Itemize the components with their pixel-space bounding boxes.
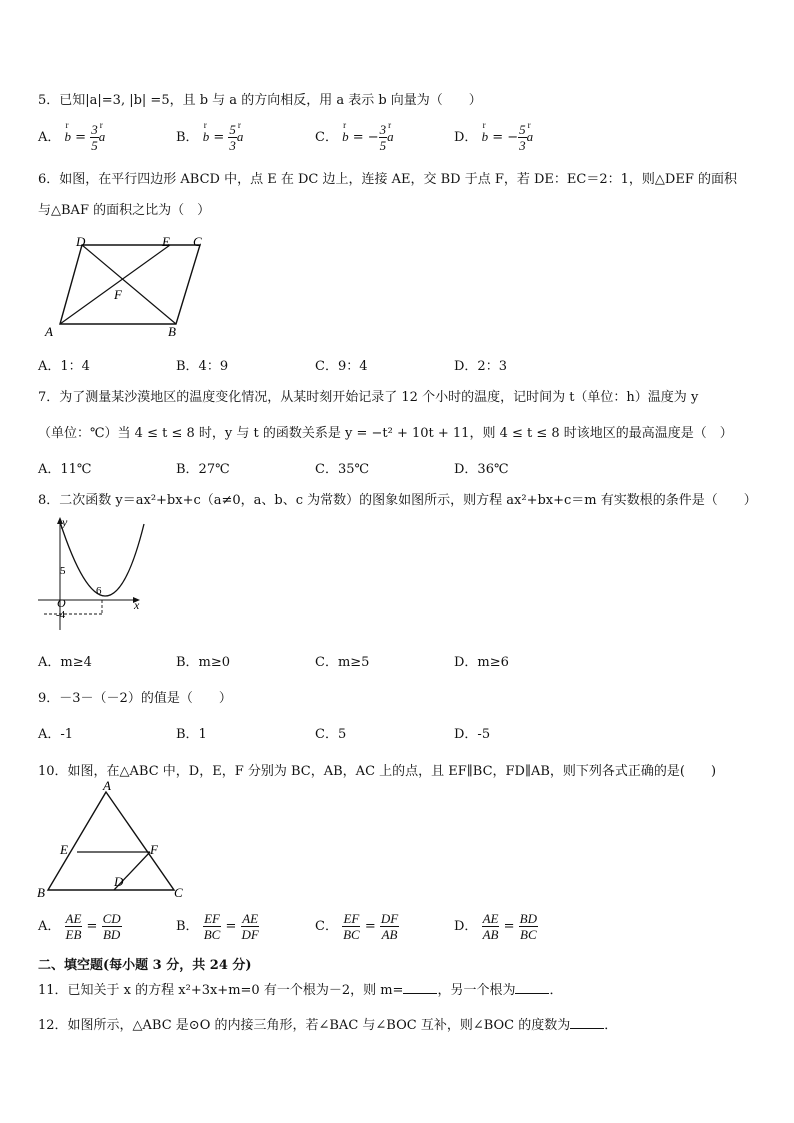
origin-label: O — [57, 596, 66, 610]
section-heading: 二、填空题(每小题 3 分，共 24 分) — [38, 958, 252, 973]
label-d: D — [76, 234, 86, 249]
label-f: F — [114, 287, 122, 302]
q8-stem: 8．二次函数 y＝ax²+bx+c（a≠0，a、b、c 为常数）的图象如图所示，则方程 ax²+bx+c＝m 有实数根的条件是（ ） — [38, 493, 757, 508]
q8-option-b[interactable]: B．m≥0 — [176, 655, 231, 670]
vertex-x-label: 6 — [96, 585, 102, 597]
q6-option-d[interactable]: D．2：3 — [454, 359, 507, 374]
axis-y-label: y — [62, 515, 68, 529]
q10-option-a[interactable]: A． $\frac{AE}{EB}$ = $\frac{CD}{BD}$ — [38, 911, 121, 942]
q6-stem-line1: 6．如图，在平行四边形 ABCD 中，点 E 在 DC 边上，连接 AE，交 BD 于点 F，若 DE：EC＝2：1，则△DEF 的面积 — [38, 172, 737, 187]
label-b: B — [37, 885, 45, 900]
q11-blank-m[interactable] — [403, 981, 437, 994]
y-intercept-label: 5 — [60, 565, 66, 577]
q11-stem: 11．已知关于 x 的方程 x²+3x+m=0 有一个根为－2，则 m= ，另一个根为 ． — [38, 983, 563, 998]
q8-option-a[interactable]: A．m≥4 — [38, 655, 92, 670]
parallelogram-figure — [40, 232, 215, 340]
label-c: C — [193, 234, 202, 249]
label-a: A — [45, 324, 53, 339]
q12-stem: 12．如图所示，△ABC 是⊙O 的内接三角形，若∠BAC 与∠BOC 互补，则∠BOC 的度数为 ． — [38, 1018, 618, 1033]
label-d: D — [114, 874, 124, 889]
q7-option-b[interactable]: B．27℃ — [176, 462, 230, 477]
q7-option-a[interactable]: A．11℃ — [38, 462, 92, 477]
parabola-graph — [36, 514, 148, 634]
q5-stem: 5．已知|a|=3, |b| =5，且 b 与 a 的方向相反，用 a 表示 b 向量为（ ） — [38, 93, 482, 108]
q9-option-b[interactable]: B．1 — [176, 727, 207, 742]
label-a: A — [103, 780, 111, 793]
q10-option-c[interactable]: C． $\frac{EF}{BC}$ = $\frac{DF}{AB}$ — [315, 911, 399, 942]
q5-option-d[interactable]: D． r b = − $\frac{5}{3}$ r a — [454, 122, 533, 153]
q5-option-b[interactable]: B． r b = $\frac{5}{3}$ r a — [176, 122, 243, 153]
q7-stem-line1: 7．为了测量某沙漠地区的温度变化情况，从某时刻开始记录了 12 个小时的温度，记时间为 t（单位：h）温度为 y — [38, 390, 699, 405]
q5-option-a[interactable]: A． r b = $\frac{3}{5}$ r a — [38, 122, 105, 153]
q8-option-c[interactable]: C．m≥5 — [315, 655, 370, 670]
q6-option-b[interactable]: B．4：9 — [176, 359, 229, 374]
q10-option-d[interactable]: D． $\frac{AE}{AB}$ = $\frac{BD}{BC}$ — [454, 911, 537, 942]
q8-option-d[interactable]: D．m≥6 — [454, 655, 509, 670]
q6-option-a[interactable]: A．1：4 — [38, 359, 90, 374]
label-e: E — [162, 234, 170, 249]
label-f: F — [150, 842, 158, 857]
q12-blank[interactable] — [570, 1016, 604, 1029]
label-b: B — [168, 324, 176, 339]
q7-option-c[interactable]: C．35℃ — [315, 462, 370, 477]
min-value-label: -4 — [56, 609, 66, 621]
label-c: C — [174, 885, 183, 900]
q10-option-b[interactable]: B． $\frac{EF}{BC}$ = $\frac{AE}{DF}$ — [176, 911, 259, 942]
q11-blank-root[interactable] — [515, 981, 549, 994]
axis-x-label: x — [134, 598, 140, 612]
q9-option-d[interactable]: D．-5 — [454, 727, 491, 742]
triangle-figure — [34, 780, 194, 904]
q6-option-c[interactable]: C．9：4 — [315, 359, 368, 374]
q7-option-d[interactable]: D．36℃ — [454, 462, 509, 477]
q6-stem-line2: 与△BAF 的面积之比为（ ） — [38, 203, 211, 218]
q10-stem: 10．如图，在△ABC 中，D，E，F 分别为 BC，AB，AC 上的点，且 EF∥BC，FD∥AB，则下列各式正确的是( ) — [38, 764, 717, 779]
q7-stem-line2: （单位：℃）当 4 ≤ t ≤ 8 时，y 与 t 的函数关系是 y = −t² + 10t + 11，则 4 ≤ t ≤ 8 时该地区的最高温度是（ ） — [38, 426, 733, 441]
label-e: E — [60, 842, 68, 857]
q5-option-c[interactable]: C． r b = − $\frac{3}{5}$ r a — [315, 122, 394, 153]
q9-option-c[interactable]: C．5 — [315, 727, 347, 742]
q9-option-a[interactable]: A．-1 — [38, 727, 74, 742]
q9-stem: 9．－3－（－2）的值是（ ） — [38, 691, 232, 706]
